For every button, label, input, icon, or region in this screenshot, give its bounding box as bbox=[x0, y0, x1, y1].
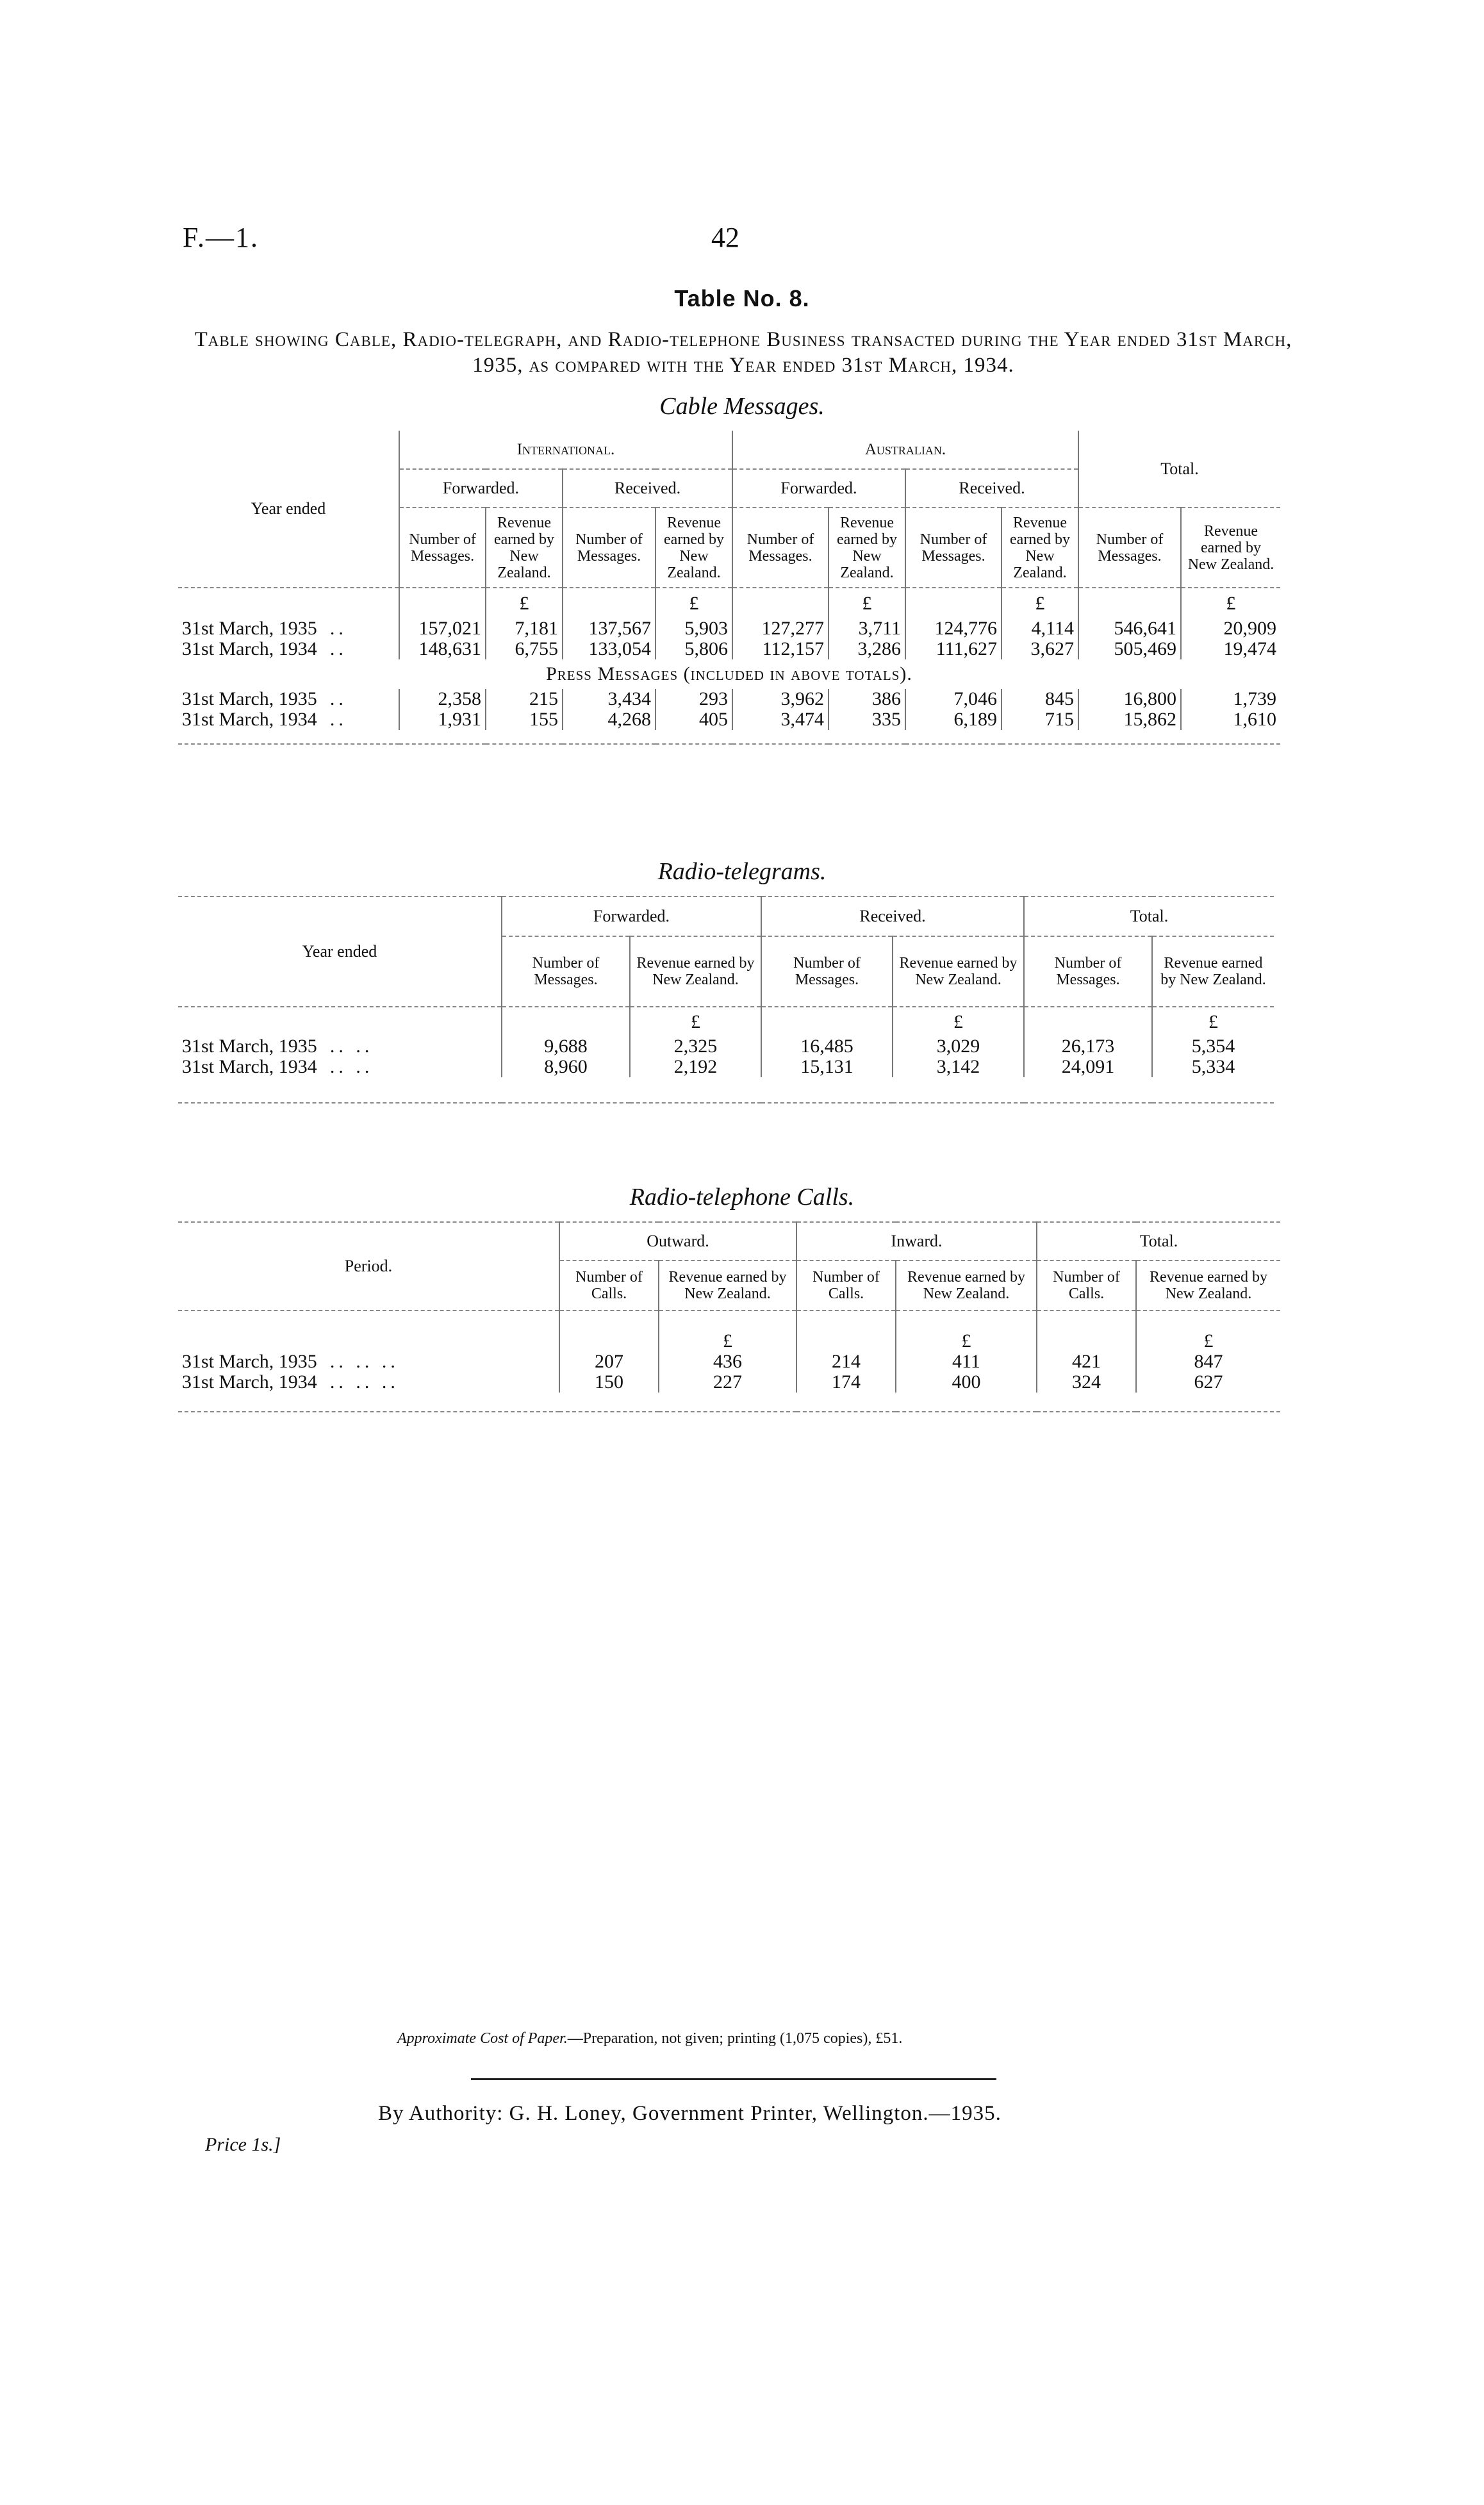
table-cell: 6,189 bbox=[905, 709, 1002, 730]
table-cell: 546,641 bbox=[1078, 618, 1181, 639]
table-row bbox=[178, 1352, 1280, 1372]
table-cell: 5,354 bbox=[1152, 1036, 1274, 1057]
table-row bbox=[178, 1372, 1280, 1393]
table-cell: 715 bbox=[1002, 709, 1078, 730]
table-cell: 7,181 bbox=[486, 618, 563, 639]
table-cell: 155 bbox=[486, 709, 563, 730]
radiotelephone-group-total: Total. bbox=[1037, 1222, 1280, 1261]
table-cell: 845 bbox=[1002, 689, 1078, 709]
table-cell: 15,862 bbox=[1078, 709, 1181, 730]
table-cell: 505,469 bbox=[1078, 639, 1181, 659]
table-cell: 293 bbox=[655, 689, 732, 709]
table-cell: 1,610 bbox=[1181, 709, 1280, 730]
table-cell: 5,806 bbox=[655, 639, 732, 659]
table-row bbox=[178, 689, 1280, 709]
cable-col-number: Number of Messages. bbox=[399, 508, 486, 588]
radiotelegrams-col-revenue: Revenue earned by New Zealand. bbox=[630, 936, 761, 1007]
radiotelegrams-section-title: Radio-telegrams. bbox=[657, 858, 827, 885]
cost-label: Approximate Cost of Paper. bbox=[397, 2030, 568, 2047]
radiotelegrams-col-number: Number of Messages. bbox=[1024, 936, 1152, 1007]
radiotelegrams-group-total: Total. bbox=[1024, 897, 1274, 936]
document-reference: F.—1. bbox=[183, 222, 259, 253]
table-cell: 627 bbox=[1136, 1372, 1280, 1393]
table-cell: 421 bbox=[1037, 1352, 1136, 1372]
radiotelegrams-year-header: Year ended bbox=[178, 897, 502, 1007]
radiotelephone-group-outward: Outward. bbox=[559, 1222, 796, 1261]
table-cell: 112,157 bbox=[732, 639, 829, 659]
table-cell: 2,192 bbox=[630, 1057, 761, 1077]
table-cell: 157,021 bbox=[399, 618, 486, 639]
cable-col-number: Number of Messages. bbox=[1078, 508, 1181, 588]
cable-aus-forwarded: Forwarded. bbox=[732, 469, 905, 508]
table-cell: 335 bbox=[829, 709, 905, 730]
cable-intl-forwarded: Forwarded. bbox=[399, 469, 563, 508]
cable-intl-received: Received. bbox=[563, 469, 732, 508]
currency-symbol: £ bbox=[1136, 1310, 1280, 1352]
cable-col-revenue: Revenue earned by New Zealand. bbox=[486, 508, 563, 588]
table-cell: 7,046 bbox=[905, 689, 1002, 709]
radiotelephone-col-revenue: Revenue earned by New Zealand. bbox=[659, 1261, 796, 1310]
row-label: 31st March, 1934 bbox=[182, 638, 317, 659]
row-label: 31st March, 1935 bbox=[182, 1036, 317, 1057]
currency-symbol: £ bbox=[630, 1007, 761, 1036]
table-cell: 111,627 bbox=[905, 639, 1002, 659]
table-cell: 4,114 bbox=[1002, 618, 1078, 639]
currency-symbol: £ bbox=[486, 588, 563, 618]
cable-year-header: Year ended bbox=[178, 431, 399, 588]
cost-text: —Preparation, not given; printing (1,075 copies), £51. bbox=[567, 2030, 903, 2047]
table-cell: 19,474 bbox=[1181, 639, 1280, 659]
printer-authority: By Authority: G. H. Loney, Government Printer, Wellington.—1935. bbox=[378, 2102, 1002, 2125]
table-cell: 8,960 bbox=[502, 1057, 630, 1077]
table-cell: 400 bbox=[896, 1372, 1037, 1393]
table-cell: 207 bbox=[559, 1352, 659, 1372]
table-cell: 137,567 bbox=[563, 618, 655, 639]
table-cell: 16,800 bbox=[1078, 689, 1181, 709]
footer-divider bbox=[471, 2078, 996, 2080]
radiotelegrams-col-revenue: Revenue earned by New Zealand. bbox=[1152, 936, 1274, 1007]
cable-col-revenue: Revenue earned by New Zealand. bbox=[829, 508, 905, 588]
table-cell: 1,739 bbox=[1181, 689, 1280, 709]
table-cell: 4,268 bbox=[563, 709, 655, 730]
table-cell: 174 bbox=[796, 1372, 896, 1393]
table-cell: 1,931 bbox=[399, 709, 486, 730]
table-cell: 24,091 bbox=[1024, 1057, 1152, 1077]
approximate-cost-note bbox=[397, 2030, 902, 2047]
table-cell: 150 bbox=[559, 1372, 659, 1393]
table-cell: 436 bbox=[659, 1352, 796, 1372]
radiotelephone-section-title: Radio-telephone Calls. bbox=[629, 1184, 855, 1211]
cable-group-australian: Australian. bbox=[732, 431, 1078, 469]
currency-symbol: £ bbox=[659, 1310, 796, 1352]
radiotelegrams-table bbox=[178, 896, 1274, 1104]
radiotelegrams-col-revenue: Revenue earned by New Zealand. bbox=[893, 936, 1024, 1007]
leader-dots: .. .. bbox=[329, 1056, 374, 1077]
table-cell: 214 bbox=[796, 1352, 896, 1372]
table-cell: 26,173 bbox=[1024, 1036, 1152, 1057]
cable-table bbox=[178, 431, 1280, 745]
radiotelephone-col-number: Number of Calls. bbox=[559, 1261, 659, 1310]
row-label: 31st March, 1935 bbox=[182, 618, 317, 639]
price-note: Price 1s.] bbox=[205, 2134, 281, 2155]
row-label: 31st March, 1934 bbox=[182, 709, 317, 730]
table-cell: 215 bbox=[486, 689, 563, 709]
table-cell: 324 bbox=[1037, 1372, 1136, 1393]
table-cell: 3,142 bbox=[893, 1057, 1024, 1077]
page-number: 42 bbox=[711, 222, 739, 253]
cable-col-revenue: Revenue earned by New Zealand. bbox=[655, 508, 732, 588]
table-title: Table No. 8. bbox=[674, 285, 810, 311]
cable-col-revenue: Revenue earned by New Zealand. bbox=[1002, 508, 1078, 588]
table-cell: 847 bbox=[1136, 1352, 1280, 1372]
table-cell: 124,776 bbox=[905, 618, 1002, 639]
leader-dots: .. bbox=[329, 618, 347, 639]
currency-symbol: £ bbox=[1152, 1007, 1274, 1036]
radiotelephone-col-revenue: Revenue earned by New Zealand. bbox=[896, 1261, 1037, 1310]
cable-aus-received: Received. bbox=[905, 469, 1078, 508]
table-cell: 3,286 bbox=[829, 639, 905, 659]
table-cell: 2,325 bbox=[630, 1036, 761, 1057]
leader-dots: .. bbox=[329, 638, 347, 659]
radiotelephone-table bbox=[178, 1221, 1280, 1412]
table-cell: 127,277 bbox=[732, 618, 829, 639]
currency-symbol: £ bbox=[893, 1007, 1024, 1036]
radiotelegrams-col-number: Number of Messages. bbox=[761, 936, 893, 1007]
currency-symbol: £ bbox=[1002, 588, 1078, 618]
table-cell: 133,054 bbox=[563, 639, 655, 659]
leader-dots: .. .. bbox=[329, 1036, 374, 1057]
leader-dots: .. .. .. bbox=[329, 1371, 399, 1393]
table-cell: 9,688 bbox=[502, 1036, 630, 1057]
radiotelephone-col-revenue: Revenue earned by New Zealand. bbox=[1136, 1261, 1280, 1310]
row-label: 31st March, 1935 bbox=[182, 1351, 317, 1372]
table-cell: 15,131 bbox=[761, 1057, 893, 1077]
currency-symbol: £ bbox=[655, 588, 732, 618]
table-cell: 3,627 bbox=[1002, 639, 1078, 659]
cable-col-number: Number of Messages. bbox=[732, 508, 829, 588]
radiotelephone-period-header: Period. bbox=[178, 1222, 559, 1310]
radiotelephone-col-number: Number of Calls. bbox=[796, 1261, 896, 1310]
table-cell: 3,711 bbox=[829, 618, 905, 639]
table-row bbox=[178, 709, 1280, 730]
table-cell: 3,474 bbox=[732, 709, 829, 730]
cable-col-number: Number of Messages. bbox=[905, 508, 1002, 588]
table-cell: 411 bbox=[896, 1352, 1037, 1372]
cable-col-revenue: Revenue earned by New Zealand. bbox=[1181, 508, 1280, 588]
cable-section-title: Cable Messages. bbox=[659, 393, 825, 420]
table-row bbox=[178, 618, 1280, 639]
table-cell: 16,485 bbox=[761, 1036, 893, 1057]
radiotelegrams-group-forwarded: Forwarded. bbox=[502, 897, 761, 936]
table-cell: 227 bbox=[659, 1372, 796, 1393]
cable-col-number: Number of Messages. bbox=[563, 508, 655, 588]
table-cell: 386 bbox=[829, 689, 905, 709]
radiotelegrams-group-received: Received. bbox=[761, 897, 1024, 936]
leader-dots: .. bbox=[329, 709, 347, 730]
table-cell: 148,631 bbox=[399, 639, 486, 659]
leader-dots: .. .. .. bbox=[329, 1351, 399, 1372]
currency-symbol: £ bbox=[829, 588, 905, 618]
table-row bbox=[178, 639, 1280, 659]
table-cell: 20,909 bbox=[1181, 618, 1280, 639]
radiotelegrams-col-number: Number of Messages. bbox=[502, 936, 630, 1007]
radiotelephone-col-number: Number of Calls. bbox=[1037, 1261, 1136, 1310]
table-row bbox=[178, 1036, 1274, 1057]
row-label: 31st March, 1934 bbox=[182, 1056, 317, 1077]
table-cell: 6,755 bbox=[486, 639, 563, 659]
table-caption: Table showing Cable, Radio-telegraph, and Radio-telephone Business transacted during the Year ended 31st March, 1935, as compared with the Year ended 31st March, 1934. bbox=[194, 328, 1292, 377]
cable-group-total: Total. bbox=[1078, 431, 1280, 508]
cable-group-international: International. bbox=[399, 431, 732, 469]
table-cell: 405 bbox=[655, 709, 732, 730]
table-row bbox=[178, 1057, 1274, 1077]
table-cell: 3,029 bbox=[893, 1036, 1024, 1057]
press-messages-label: Press Messages (included in above totals). bbox=[546, 663, 912, 684]
table-cell: 5,903 bbox=[655, 618, 732, 639]
table-cell: 3,962 bbox=[732, 689, 829, 709]
row-label: 31st March, 1935 bbox=[182, 688, 317, 709]
row-label: 31st March, 1934 bbox=[182, 1371, 317, 1393]
leader-dots: .. bbox=[329, 688, 347, 709]
currency-symbol: £ bbox=[1181, 588, 1280, 618]
currency-symbol: £ bbox=[896, 1310, 1037, 1352]
table-cell: 5,334 bbox=[1152, 1057, 1274, 1077]
radiotelephone-group-inward: Inward. bbox=[796, 1222, 1037, 1261]
table-cell: 3,434 bbox=[563, 689, 655, 709]
table-cell: 2,358 bbox=[399, 689, 486, 709]
